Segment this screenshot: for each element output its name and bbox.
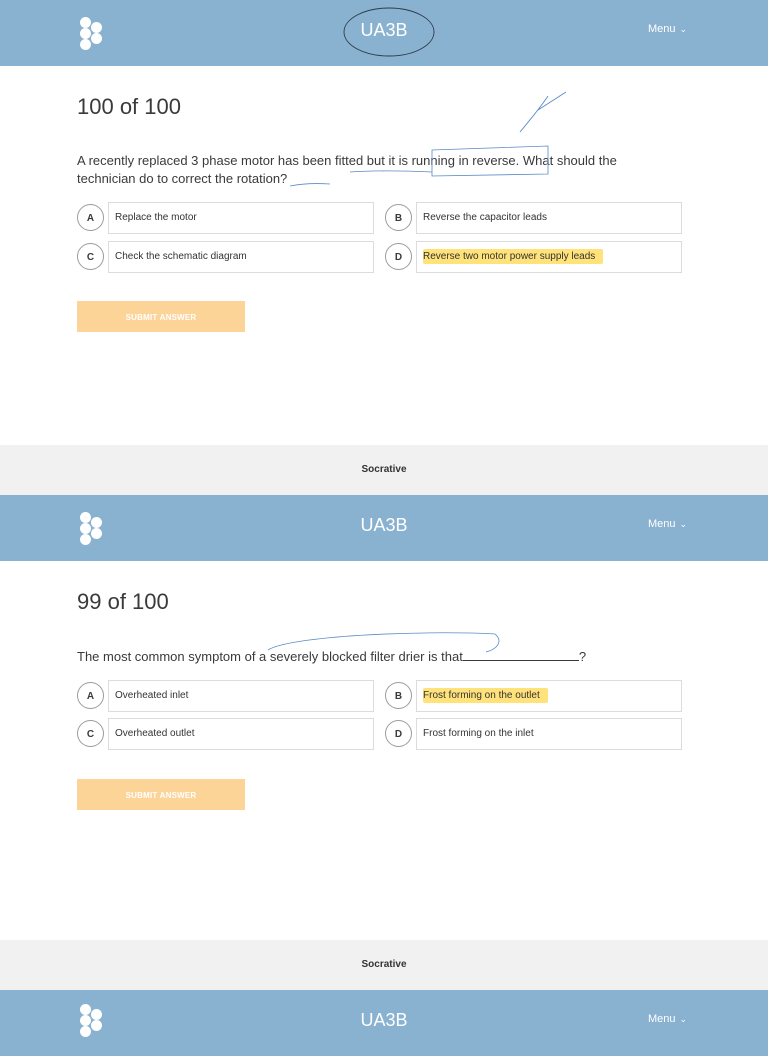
option-text: Frost forming on the inlet — [416, 718, 682, 750]
option-b[interactable] — [385, 202, 691, 234]
highlighted-answer: Reverse two motor power supply leads — [423, 249, 603, 264]
option-b[interactable] — [385, 680, 691, 712]
option-text: Check the schematic diagram — [108, 241, 374, 273]
room-name: UA3B — [360, 20, 408, 40]
option-text: Overheated outlet — [108, 718, 374, 750]
footer: Socrative — [0, 445, 768, 495]
question-prefix: The most common symptom of a severely blocked filter drier is that — [77, 649, 463, 664]
option-letter: B — [385, 204, 412, 231]
menu-label: Menu — [648, 518, 676, 530]
question-text — [77, 648, 677, 666]
option-letter: D — [385, 243, 412, 270]
option-letter: D — [385, 720, 412, 747]
option-letter: A — [77, 204, 104, 231]
option-letter: C — [77, 720, 104, 747]
question-suffix: ? — [578, 649, 587, 664]
option-letter: B — [385, 682, 412, 709]
option-a[interactable] — [77, 202, 383, 234]
menu-button[interactable] — [648, 518, 687, 530]
submit-answer-button[interactable]: SUBMIT ANSWER — [77, 301, 245, 332]
room-name: UA3B — [360, 1010, 408, 1030]
chevron-down-icon: ⌄ — [679, 24, 688, 34]
option-text-box — [416, 680, 682, 712]
option-letter: A — [77, 682, 104, 709]
room-name: UA3B — [360, 515, 408, 535]
menu-button[interactable] — [648, 23, 687, 35]
option-text: Reverse the capacitor leads — [416, 202, 682, 234]
chevron-down-icon: ⌄ — [679, 1014, 688, 1024]
menu-label: Menu — [648, 23, 676, 35]
top-nav-bar — [0, 495, 768, 561]
answer-blank — [463, 648, 579, 661]
menu-label: Menu — [648, 1013, 676, 1025]
question-text: A recently replaced 3 phase motor has been fitted but it is running in reverse. What should the technician do to correct the rotation? — [77, 153, 617, 186]
top-nav-bar — [0, 0, 768, 66]
menu-button[interactable] — [648, 1013, 687, 1025]
option-d[interactable] — [385, 718, 691, 750]
option-d[interactable] — [385, 241, 691, 273]
question-counter: 99 of 100 — [77, 589, 169, 614]
highlighted-answer: Frost forming on the outlet — [423, 688, 548, 703]
question-counter: 100 of 100 — [77, 94, 181, 119]
option-a[interactable] — [77, 680, 383, 712]
footer: Socrative — [0, 940, 768, 990]
submit-answer-button[interactable]: SUBMIT ANSWER — [77, 779, 245, 810]
option-text-box — [416, 241, 682, 273]
option-text: Replace the motor — [108, 202, 374, 234]
option-letter: C — [77, 243, 104, 270]
option-c[interactable] — [77, 241, 383, 273]
chevron-down-icon: ⌄ — [679, 519, 688, 529]
option-c[interactable] — [77, 718, 383, 750]
option-text: Overheated inlet — [108, 680, 374, 712]
top-nav-bar — [0, 990, 768, 1056]
checkmark-scribble — [520, 92, 566, 132]
